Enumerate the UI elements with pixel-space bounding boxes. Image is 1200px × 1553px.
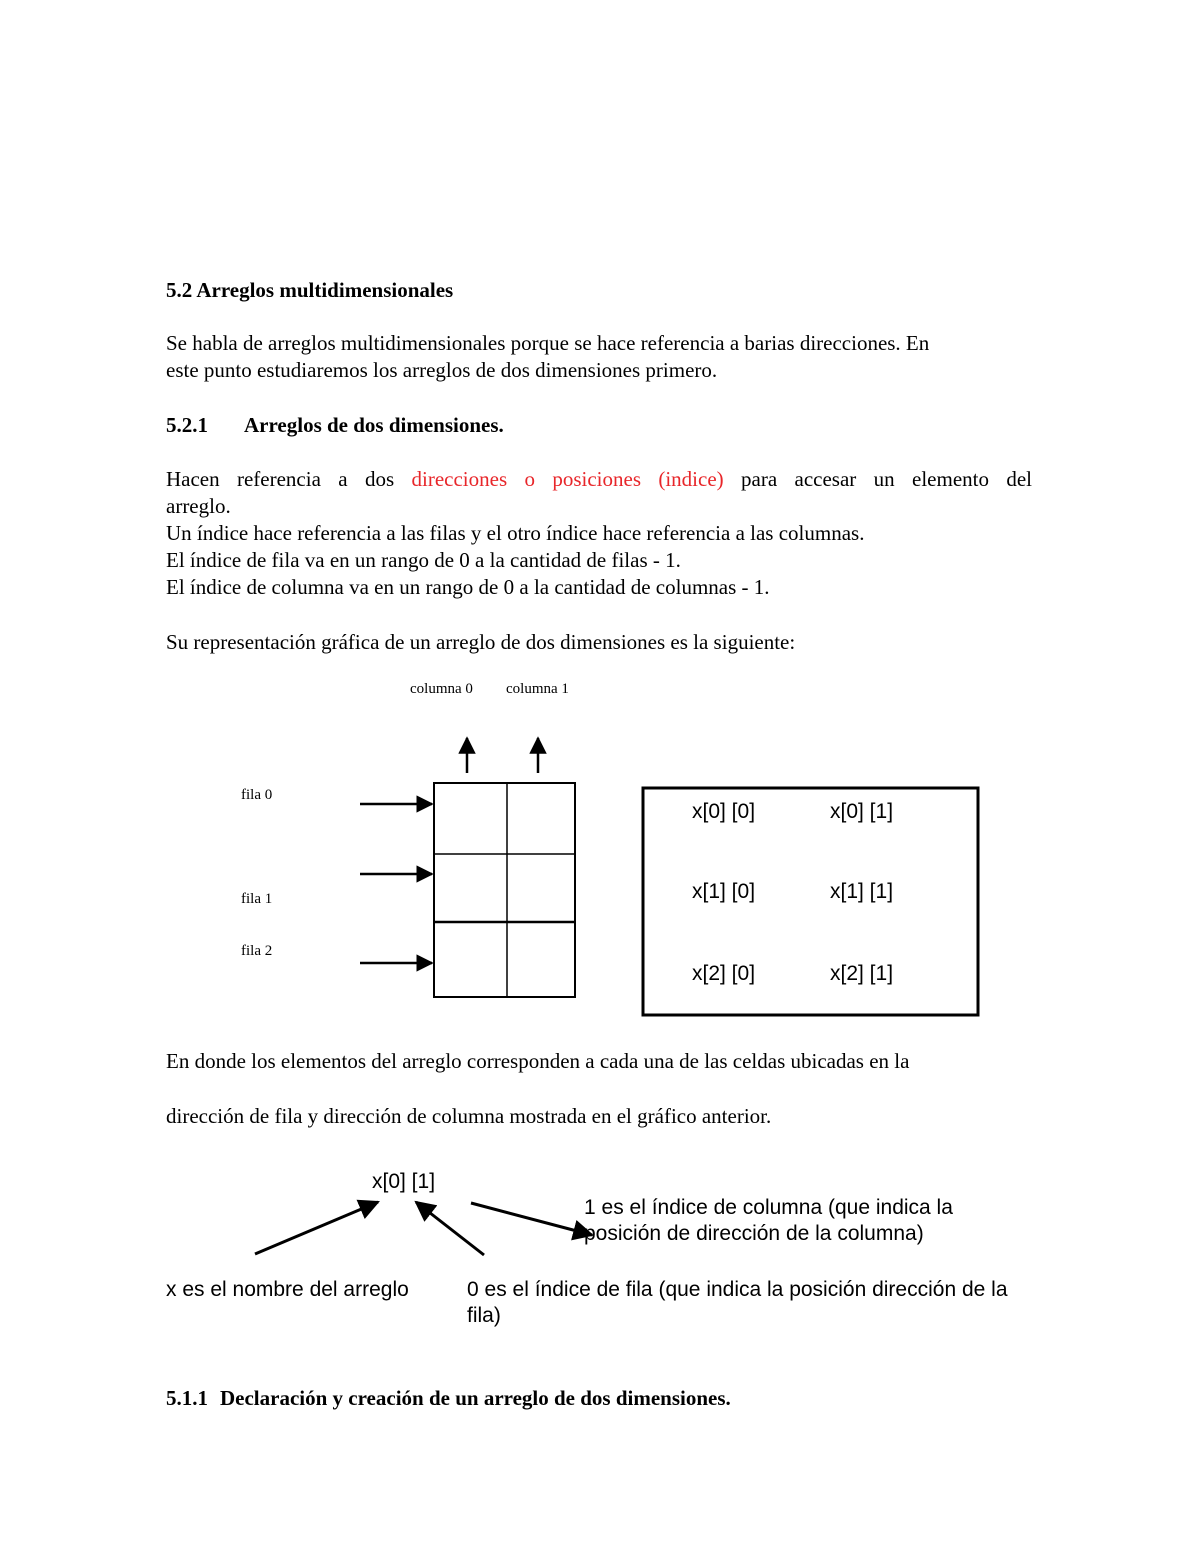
next-section-title: Declaración y creación de un arreglo de dos dimensiones.	[220, 1386, 731, 1410]
next-section-heading	[166, 1386, 731, 1411]
col-index-note-2: posición de dirección de la columna)	[584, 1222, 924, 1245]
subsection-title: Arreglos de dos dimensiones.	[244, 413, 504, 437]
body-line-3: Un índice hace referencia a las filas y el otro índice hace referencia a las columnas.	[166, 521, 865, 545]
row-index-note-2: fila)	[467, 1304, 501, 1327]
cell-2-0: x[2] [0]	[692, 962, 756, 985]
array-name-note: x es el nombre del arreglo	[166, 1278, 409, 1301]
p1-highlight: direcciones o posiciones (indice)	[411, 467, 724, 491]
after-line-2: dirección de fila y dirección de columna mostrada en el gráfico anterior.	[166, 1104, 772, 1128]
row-index-arrow	[416, 1202, 484, 1255]
after-line-1: En donde los elementos del arreglo corresponden a cada una de las celdas ubicadas en la	[166, 1049, 910, 1073]
col-label-1: columna 1	[506, 681, 569, 697]
cell-0-0: x[0] [0]	[692, 800, 756, 823]
body-paragraph-1-cont: arreglo.	[166, 494, 231, 518]
subsection-number: 5.2.1	[166, 413, 208, 437]
row-index-note-1: 0 es el índice de fila (que indica la posición dirección de la	[467, 1278, 1008, 1301]
col-index-note-1: 1 es el índice de columna (que indica la	[584, 1196, 953, 1219]
section-heading: 5.2 Arreglos multidimensionales	[166, 278, 454, 302]
example-expression: x[0] [1]	[372, 1170, 436, 1193]
row-label-2: fila 2	[241, 943, 273, 959]
intro-line-1: Se habla de arreglos multidimensionales porque se hace referencia a barias direcciones. En	[166, 331, 930, 355]
col-label-0: columna 0	[410, 681, 473, 697]
next-section-number: 5.1.1	[166, 1386, 208, 1410]
row-label-1: fila 1	[241, 891, 273, 907]
body-line-5: El índice de columna va en un rango de 0 a la cantidad de columnas - 1.	[166, 575, 770, 599]
cell-1-0: x[1] [0]	[692, 880, 756, 903]
row-label-0: fila 0	[241, 787, 273, 803]
col-index-arrow	[471, 1203, 592, 1235]
name-arrow	[255, 1202, 378, 1254]
cell-1-1: x[1] [1]	[830, 880, 894, 903]
p1-start: Hacen referencia a dos	[166, 467, 395, 491]
cell-0-1: x[0] [1]	[830, 800, 894, 823]
body-line-4: El índice de fila va en un rango de 0 a la cantidad de filas - 1.	[166, 548, 681, 572]
intro-line-2: este punto estudiaremos los arreglos de dos dimensiones primero.	[166, 358, 718, 382]
p1-end: para accesar un elemento del	[741, 467, 1033, 491]
body-line-6: Su representación gráfica de un arreglo de dos dimensiones es la siguiente:	[166, 630, 796, 654]
grid-outline	[434, 783, 575, 997]
cell-2-1: x[2] [1]	[830, 962, 894, 985]
